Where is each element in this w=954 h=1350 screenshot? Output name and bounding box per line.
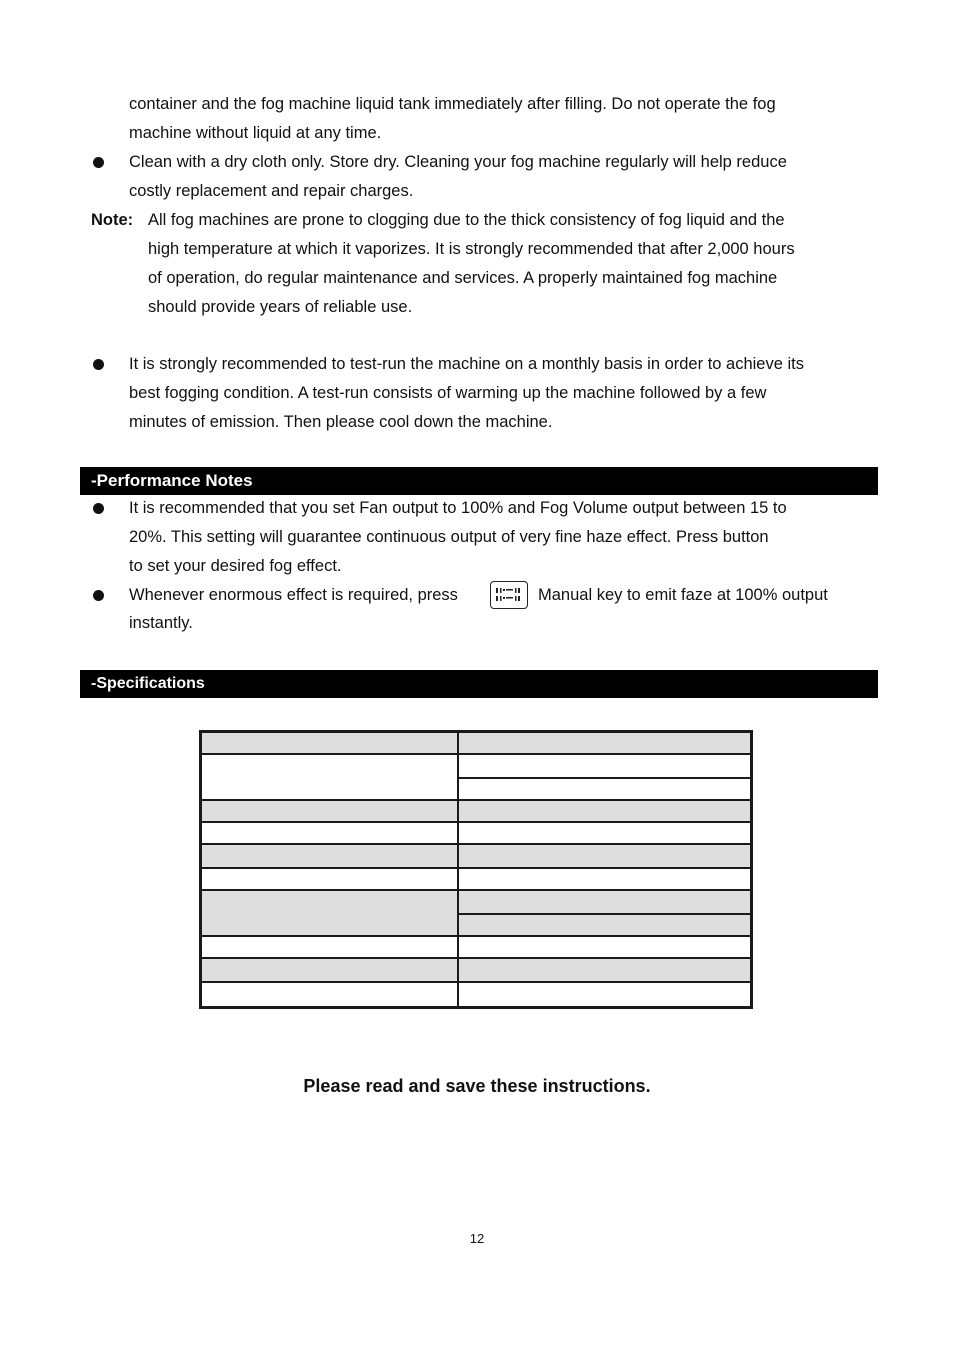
- closing-instruction: Please read and save these instructions.: [303, 1076, 651, 1096]
- text-line: machine without liquid at any time.: [129, 124, 382, 142]
- table-row: [202, 733, 750, 755]
- performance-bullet-2-last: instantly.: [129, 614, 193, 632]
- performance-bullet-2-before: Whenever enormous effect is required, press: [129, 586, 458, 604]
- manual-key-icon: [490, 581, 528, 609]
- note-body: [148, 206, 860, 322]
- text-line: All fog machines are prone to clogging due to the thick consistency of fog liquid and the: [148, 211, 785, 229]
- performance-bullet-2-after: Manual key to emit faze at 100% output: [538, 586, 828, 604]
- row-divider: [202, 867, 750, 869]
- bullet-icon: [93, 157, 104, 168]
- row-divider: [202, 889, 750, 891]
- text-line: It is recommended that you set Fan output to 100% and Fog Volume output between 15 to: [129, 499, 787, 517]
- text-line: should provide years of reliable use.: [148, 298, 413, 316]
- specifications-heading: -Specifications: [80, 670, 878, 698]
- test-run-bullet-text: [129, 350, 869, 437]
- table-row: [202, 801, 750, 823]
- bullet-icon: [93, 590, 104, 601]
- performance-bullet-1: [129, 494, 869, 581]
- continued-paragraph: [129, 90, 869, 148]
- row-divider: [202, 843, 750, 845]
- row-divider: [202, 957, 750, 959]
- performance-notes-heading: -Performance Notes: [80, 467, 878, 495]
- row-divider: [202, 821, 750, 823]
- column-divider: [457, 733, 459, 1006]
- text-line: high temperature at which it vaporizes. It is strongly recommended that after 2,000 hours: [148, 240, 795, 258]
- text-line: costly replacement and repair charges.: [129, 182, 414, 200]
- note-label: Note:: [91, 211, 134, 229]
- text-line: of operation, do regular maintenance and services. A properly maintained fog machine: [148, 269, 778, 287]
- text-line: 20%. This setting will guarantee continuous output of very fine haze effect. Press button: [129, 528, 769, 546]
- manual-key-glyph-icon: [494, 586, 524, 604]
- bullet-icon: [93, 359, 104, 370]
- text-line: to set your desired fog effect.: [129, 557, 342, 575]
- bullet-icon: [93, 503, 104, 514]
- row-divider: [457, 777, 750, 779]
- row-divider: [202, 981, 750, 983]
- table-row: [202, 959, 750, 981]
- text-line: minutes of emission. Then please cool down the machine.: [129, 413, 553, 431]
- table-row: [202, 845, 750, 867]
- text-line: best fogging condition. A test-run consists of warming up the machine followed by a few: [129, 384, 767, 402]
- specifications-table: [199, 730, 753, 1009]
- text-line: Clean with a dry cloth only. Store dry. Cleaning your fog machine regularly will help reduce: [129, 153, 787, 171]
- row-divider: [202, 935, 750, 937]
- page-number: 12: [469, 1231, 485, 1246]
- text-line: container and the fog machine liquid tank immediately after filling. Do not operate the fog: [129, 95, 776, 113]
- row-divider: [202, 799, 750, 801]
- row-divider: [457, 913, 750, 915]
- clean-bullet-text: [129, 148, 869, 206]
- text-line: It is strongly recommended to test-run the machine on a monthly basis in order to achieve its: [129, 355, 804, 373]
- row-divider: [202, 753, 750, 755]
